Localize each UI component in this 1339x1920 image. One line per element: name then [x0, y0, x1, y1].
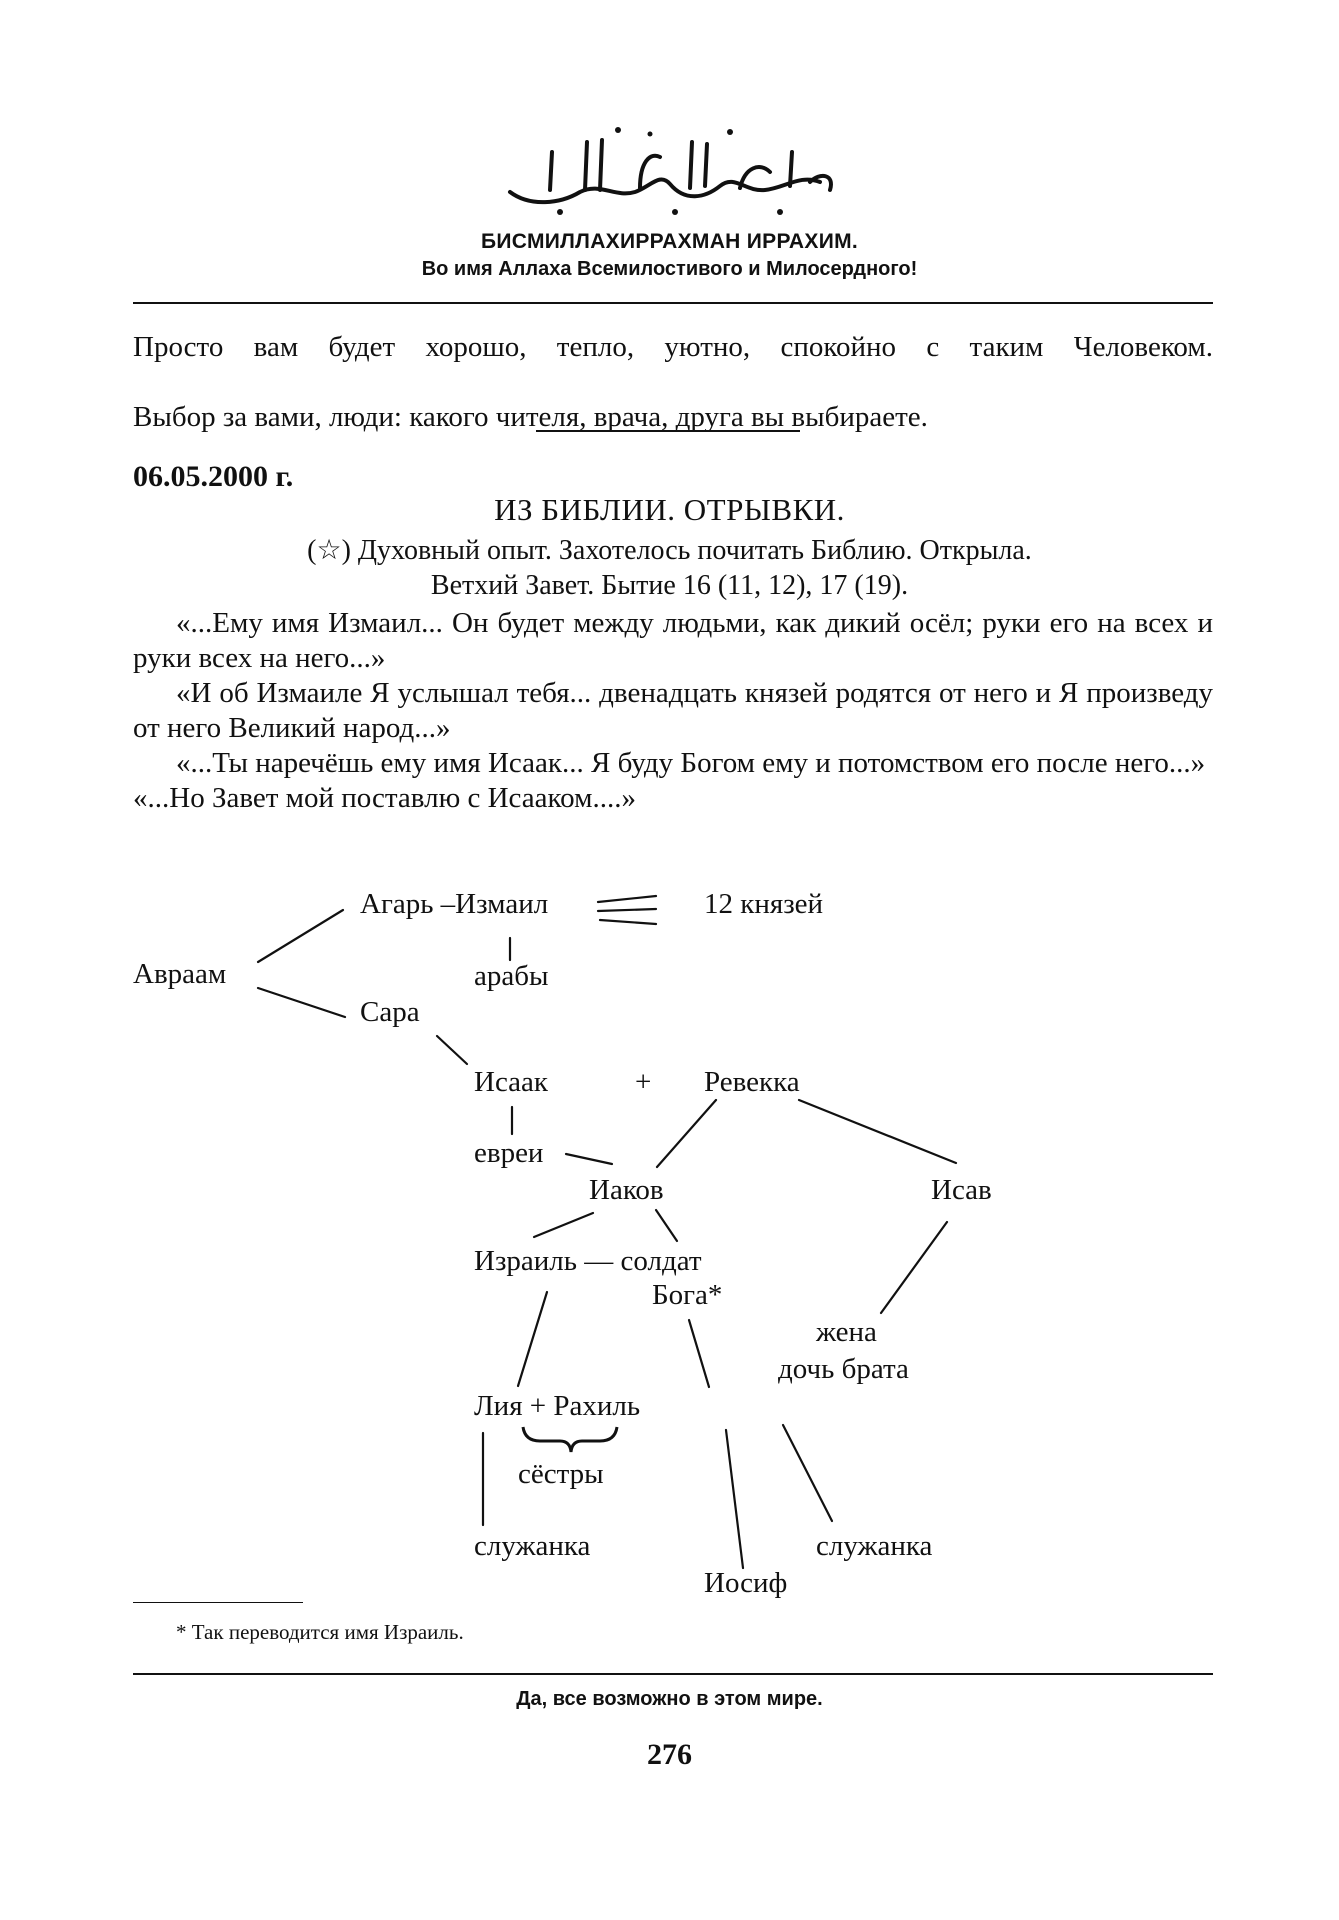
- quote-2: «И об Измаиле Я услышал тебя... двенадцать князей родятся от него и Я произведу от него Великий народ...»: [133, 677, 1213, 744]
- line-princes-2: [598, 909, 656, 911]
- quote-4: «...Но Завет мой поставлю с Исааком....»: [133, 782, 636, 814]
- entry-subheading-1: (☆) Духовный опыт. Захотелось почитать Библию. Открыла.: [307, 535, 1032, 566]
- quotes-block: [133, 606, 1213, 816]
- line-avraam-sara: [258, 988, 345, 1017]
- calligraphy-graphic: [490, 112, 850, 222]
- line-israel-liya: [518, 1292, 547, 1386]
- node-servant-left: служанка: [474, 1530, 591, 1562]
- page-number: 276: [647, 1738, 692, 1771]
- node-revekka: Ревекка: [704, 1066, 800, 1098]
- line-to-servant-right: [783, 1425, 832, 1521]
- bismillah-calligraphy: [0, 112, 1339, 222]
- node-brothers-daughter: дочь брата: [778, 1353, 909, 1385]
- footnote-text: * Так переводится имя Израиль.: [176, 1620, 464, 1644]
- node-agar-ismail: Агарь –Измаил: [360, 888, 549, 920]
- line-princes-1: [598, 896, 656, 902]
- quote-1: «...Ему имя Измаил... Он будет между людьми, как дикий осёл; руки его на всех и руки всех на него...»: [133, 607, 1213, 674]
- node-iosif: Иосиф: [704, 1567, 788, 1599]
- line-avraam-agar: [258, 910, 343, 962]
- line-revekka-iakov: [657, 1100, 716, 1167]
- entry-heading: ИЗ БИБЛИИ. ОТРЫВКИ.: [494, 492, 845, 527]
- line-revekka-isav: [799, 1100, 956, 1163]
- node-liya-rakhil: Лия + Рахиль: [474, 1390, 641, 1422]
- header-rule: [133, 302, 1213, 304]
- line-to-iosif: [726, 1430, 743, 1568]
- node-twelve-princes: 12 князей: [704, 888, 824, 920]
- line-isav-wife: [881, 1222, 947, 1313]
- node-of-god: Бога*: [652, 1279, 723, 1311]
- node-arabs: арабы: [474, 960, 549, 992]
- node-sara: Сара: [360, 996, 420, 1028]
- header-subtitle: Во имя Аллаха Всемилостивого и Милосердного!: [421, 258, 918, 280]
- node-jews: евреи: [474, 1137, 544, 1169]
- node-wife: жена: [816, 1316, 877, 1348]
- node-iakov: Иаков: [589, 1174, 664, 1206]
- footer-text: Да, все возможно в этом мире.: [516, 1688, 823, 1710]
- intro-paragraph: [133, 330, 1213, 435]
- entry-subheading-2: Ветхий Завет. Бытие 16 (11, 12), 17 (19).: [430, 570, 909, 601]
- node-isaak: Исаак: [474, 1066, 549, 1098]
- node-sisters: сёстры: [518, 1458, 604, 1490]
- header-title: БИСМИЛЛАХИРРАХМАН ИРРАХИМ.: [480, 230, 859, 253]
- section-rule: [536, 430, 800, 432]
- line-iakov-israel: [534, 1213, 593, 1237]
- line-sara-isaak: [437, 1036, 467, 1064]
- line-iakov-soldier: [656, 1210, 677, 1241]
- node-servant-right: служанка: [816, 1530, 933, 1562]
- line-soldier-down: [689, 1320, 709, 1387]
- line-jews-iakov: [566, 1154, 612, 1164]
- node-israel-soldier: Израиль — солдат: [474, 1245, 702, 1277]
- footer-rule: [133, 1673, 1213, 1675]
- intro-line-1: Просто вам будет хорошо, тепло, уютно, спокойно с таким Человеком.: [133, 331, 1213, 363]
- sisters-brace: [523, 1427, 617, 1452]
- node-isav: Исав: [931, 1174, 992, 1206]
- line-princes-3: [600, 920, 656, 924]
- quote-3: «...Ты наречёшь ему имя Исаак... Я буду Богом ему и потомством его после него...»: [176, 747, 1206, 779]
- entry-date: 06.05.2000 г.: [133, 460, 294, 493]
- footnote-rule: [133, 1602, 303, 1603]
- node-plus-1: +: [635, 1066, 652, 1098]
- node-avraam: Авраам: [133, 958, 227, 990]
- intro-line-2: Выбор за вами, люди: какого чителя, врача, друга вы выбираете.: [133, 401, 928, 433]
